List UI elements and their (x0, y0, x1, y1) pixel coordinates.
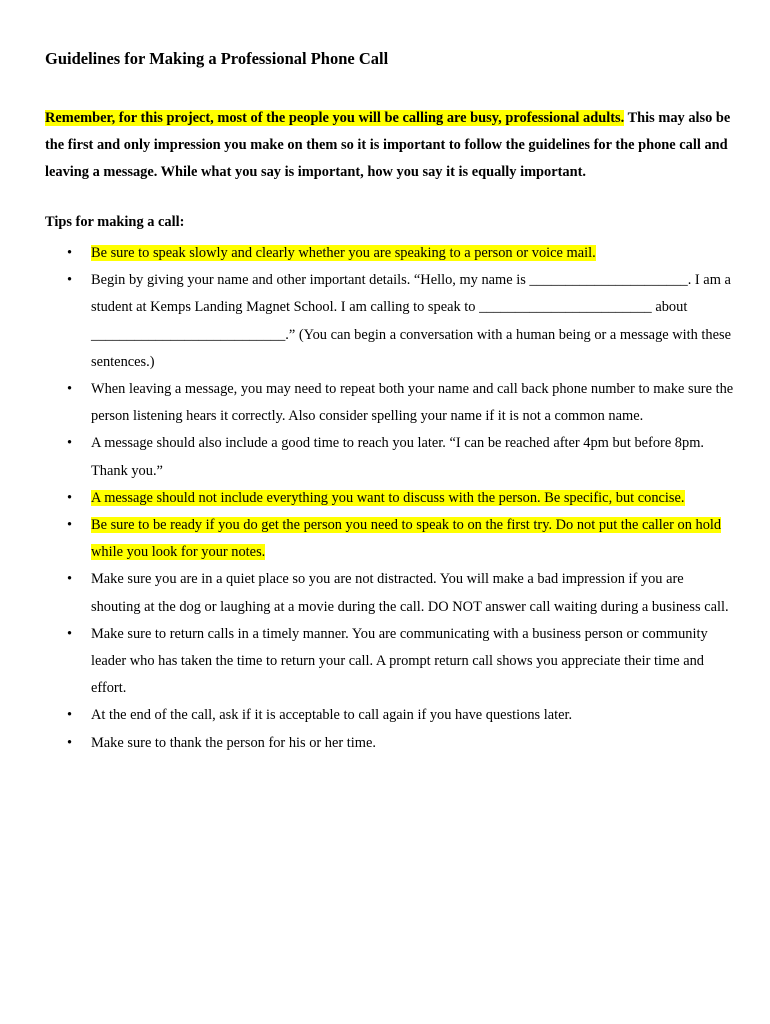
list-item (45, 376, 735, 430)
list-item (45, 566, 735, 620)
bullet-icon: • (67, 489, 73, 506)
tip-text: Make sure to return calls in a timely manner. You are communicating with a business person or community leader who has taken the time to return your call. A prompt return call shows you appreciate their time and effort. (91, 625, 708, 697)
bullet-icon: • (67, 272, 73, 289)
tip-text: Be sure to speak slowly and clearly whether you are speaking to a person or voice mail. (91, 245, 596, 261)
page-title: Guidelines for Making a Professional Phone Call (45, 49, 389, 68)
tip-text: At the end of the call, ask if it is acceptable to call again if you have questions later. (91, 707, 573, 724)
bullet-icon: • (67, 381, 73, 398)
bullet-icon: • (67, 707, 73, 724)
tip-text: Begin by giving your name and other important details. “Hello, my name is ______________________. I am a student at Kemps Landing Magnet School. I am calling to speak to ________________________ about ___________________________.” (You can begin a conversation with a human being or a message with these sentences.) (91, 272, 732, 370)
list-item (45, 240, 735, 267)
intro-highlighted-text: Remember, for this project, most of the people you will be calling are busy, professional adults. (45, 110, 625, 126)
bullet-icon: • (67, 517, 73, 534)
bullet-icon: • (67, 571, 73, 588)
tips-heading: Tips for making a call: (45, 214, 185, 230)
tips-list (45, 240, 735, 757)
tip-text: When leaving a message, you may need to repeat both your name and call back phone number to make sure the person listening hears it correctly. Also consider spelling your name if it is not a common name. (91, 381, 734, 425)
intro-text: This may also be the first and only impression you make on them so it is important to follow the guidelines for the phone call and leaving a message. While what you say is important, how you say it is equally important. (45, 110, 731, 180)
intro-paragraph (45, 105, 735, 186)
tip-text: Make sure you are in a quiet place so you are not distracted. You will make a bad impression if you are shouting at the dog or laughing at a movie during the call. DO NOT answer call waiting during a business call. (91, 571, 729, 615)
list-item (45, 621, 735, 703)
tip-text: Be sure to be ready if you do get the person you need to speak to on the first try. Do not put the caller on hold while you look for your notes. (91, 517, 722, 561)
list-item (45, 512, 735, 566)
bullet-icon: • (67, 625, 73, 642)
tip-text: Make sure to thank the person for his or her time. (91, 734, 376, 751)
tip-text: A message should not include everything you want to discuss with the person. Be specific, but concise. (91, 489, 685, 506)
list-item (45, 730, 735, 757)
list-item (45, 485, 735, 512)
bullet-icon: • (67, 245, 73, 261)
bullet-icon: • (67, 734, 73, 751)
tip-text: A message should also include a good time to reach you later. “I can be reached after 4pm but before 8pm. Thank you.” (91, 435, 704, 479)
bullet-icon: • (67, 435, 73, 452)
list-item (45, 267, 735, 376)
list-item (45, 702, 735, 729)
list-item (45, 430, 735, 484)
